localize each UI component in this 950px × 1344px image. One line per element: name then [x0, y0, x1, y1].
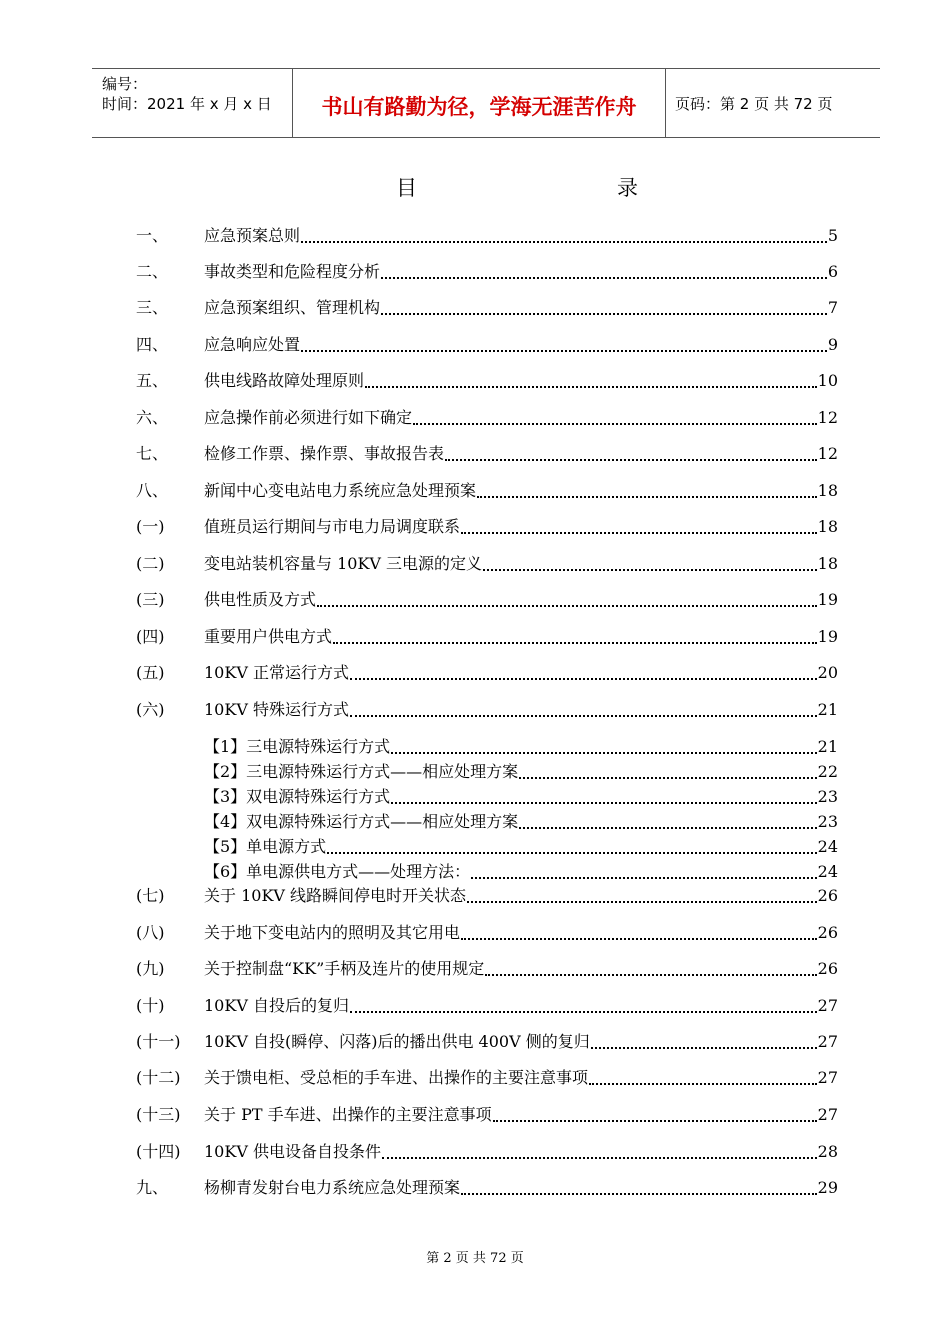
toc-entry-label: 【1】三电源特殊运行方式 — [204, 737, 391, 756]
toc-entry[interactable] — [0, 406, 838, 430]
toc-entry-page: 18 — [817, 554, 838, 573]
toc-entry-number: 七、 — [136, 444, 169, 463]
toc-entry-label: 事故类型和危险程度分析 — [204, 262, 381, 281]
toc-entry-page: 27 — [817, 1105, 838, 1124]
toc-entry[interactable] — [0, 698, 838, 722]
toc-entry-line — [204, 661, 838, 685]
toc-entry-number: 九、 — [136, 1178, 169, 1197]
toc-entry-page: 10 — [817, 371, 838, 390]
toc-leader-dots — [317, 583, 817, 607]
toc-entry-number: (三) — [136, 590, 165, 609]
toc-leader-dots — [519, 755, 816, 779]
toc-entry-page: 24 — [817, 862, 838, 881]
toc-leader-dots — [591, 1025, 817, 1049]
toc-entry-number: (一) — [136, 517, 165, 536]
toc-entry-page: 28 — [817, 1142, 838, 1161]
toc-entry-page: 9 — [827, 335, 838, 354]
page-header — [92, 68, 880, 138]
toc-entry-page: 26 — [817, 959, 838, 978]
toc-entry[interactable] — [0, 921, 838, 945]
toc-title — [0, 172, 950, 202]
toc-entry-page: 22 — [817, 762, 838, 781]
toc-entry-line — [204, 369, 838, 393]
toc-leader-dots — [301, 219, 827, 243]
toc-entry-line — [204, 1030, 838, 1054]
toc-entry-label: 检修工作票、操作票、事故报告表 — [204, 444, 445, 463]
toc-entry-page: 7 — [827, 298, 838, 317]
toc-entry-page: 27 — [817, 1068, 838, 1087]
toc-entry-number: (十二) — [136, 1068, 181, 1087]
toc-leader-dots — [301, 328, 827, 352]
toc-entry[interactable] — [0, 1140, 838, 1164]
toc-entry[interactable] — [0, 1103, 838, 1127]
toc-entry-number: 二、 — [136, 262, 169, 281]
toc-entry-number: 三、 — [136, 298, 169, 317]
toc-entry-page: 24 — [817, 837, 838, 856]
toc-entry-page: 18 — [817, 517, 838, 536]
header-slogan-cell — [292, 69, 666, 137]
toc-entry-label: 关于控制盘“KK”手柄及连片的使用规定 — [204, 959, 485, 978]
toc-entry[interactable] — [0, 260, 838, 284]
toc-entry[interactable] — [0, 1030, 838, 1054]
toc-leader-dots — [350, 989, 817, 1013]
toc-entry-line — [204, 515, 838, 539]
toc-entry-label: 变电站装机容量与 10KV 三电源的定义 — [204, 554, 483, 573]
toc-entry-number: (十一) — [136, 1032, 181, 1051]
toc-entry-line — [204, 552, 838, 576]
toc-leader-dots — [350, 656, 817, 680]
toc-entry-line — [204, 588, 838, 612]
toc-entry-line — [204, 224, 838, 248]
toc-entry-label: 值班员运行期间与市电力局调度联系 — [204, 517, 461, 536]
toc-entry-line — [204, 260, 838, 284]
toc-entry-line — [204, 994, 838, 1018]
toc-entry-page: 21 — [817, 737, 838, 756]
toc-leader-dots — [589, 1061, 817, 1085]
toc-leader-dots — [333, 620, 817, 644]
toc-entry-line — [204, 884, 838, 908]
toc-entry[interactable] — [0, 1176, 838, 1200]
header-page-info: 页码：第 2 页 共 72 页 — [675, 95, 833, 113]
toc-entry-label: 【5】单电源方式 — [204, 837, 327, 856]
header-slogan: 书山有路勤为径，学海无涯苦作舟 — [321, 95, 637, 119]
toc-entry-line — [204, 1066, 838, 1090]
toc-entry-line — [204, 406, 838, 430]
toc-entry-label: 新闻中心变电站电力系统应急处理预案 — [204, 481, 477, 500]
toc-entry-label: 【6】单电源供电方式——处理方法： — [204, 862, 471, 881]
toc-leader-dots — [350, 693, 817, 717]
toc-entry[interactable] — [0, 661, 838, 685]
toc-entry-label: 关于 PT 手车进、出操作的主要注意事项 — [204, 1105, 492, 1124]
toc-leader-dots — [391, 780, 816, 804]
toc-entry-number: (十) — [136, 996, 165, 1015]
toc-entry-page: 29 — [817, 1178, 838, 1197]
toc-leader-dots — [365, 364, 817, 388]
toc-entry[interactable] — [0, 369, 838, 393]
toc-title-left: 目 — [396, 176, 417, 200]
toc-entry-label: 10KV 供电设备自投条件 — [204, 1142, 381, 1161]
toc-entry-line — [204, 1176, 838, 1200]
toc-leader-dots — [461, 510, 817, 534]
toc-entry-number: (十四) — [136, 1142, 181, 1161]
toc-leader-dots — [493, 1098, 817, 1122]
toc-entry[interactable] — [0, 224, 838, 248]
time-label: 时间：2021 年 x 月 x 日 — [102, 95, 272, 113]
toc-entry-label: 10KV 自投(瞬停、闪落)后的播出供电 400V 侧的复归 — [204, 1032, 590, 1051]
toc-leader-dots — [477, 474, 817, 498]
toc-leader-dots — [461, 916, 817, 940]
toc-entry[interactable] — [0, 957, 838, 981]
toc-leader-dots — [381, 255, 827, 279]
toc-entry[interactable] — [0, 552, 838, 576]
toc-entry[interactable] — [0, 1066, 838, 1090]
toc-entry-page: 23 — [817, 787, 838, 806]
toc-entry-number: 六、 — [136, 408, 169, 427]
toc-entry-page: 26 — [817, 886, 838, 905]
toc-entry-line — [204, 1103, 838, 1127]
toc-leader-dots — [519, 805, 816, 829]
toc-entry-label: 应急响应处置 — [204, 335, 301, 354]
toc-entry[interactable] — [0, 333, 838, 357]
toc-entry-line — [204, 698, 838, 722]
toc-entry[interactable] — [0, 442, 838, 466]
toc-entry-number: 四、 — [136, 335, 169, 354]
toc-entry-line — [204, 442, 838, 466]
toc-entry-number: 五、 — [136, 371, 169, 390]
toc-entry[interactable] — [0, 625, 838, 649]
toc-entry-label: 关于馈电柜、受总柜的手车进、出操作的主要注意事项 — [204, 1068, 589, 1087]
toc-entry-page: 5 — [827, 226, 838, 245]
toc-leader-dots — [413, 401, 817, 425]
toc-entry-label: 关于地下变电站内的照明及其它用电 — [204, 923, 461, 942]
toc-leader-dots — [391, 730, 816, 754]
toc-entry[interactable] — [0, 479, 838, 503]
toc-entry-label: 【3】双电源特殊运行方式 — [204, 787, 391, 806]
toc-entry[interactable] — [0, 588, 838, 612]
toc-entry-number: (二) — [136, 554, 165, 573]
toc-entry-page: 12 — [817, 408, 838, 427]
page-footer: 第 2 页 共 72 页 — [426, 1251, 524, 1266]
toc-entry-page: 21 — [817, 700, 838, 719]
toc-leader-dots — [381, 291, 827, 315]
toc-entry-label: 应急操作前必须进行如下确定 — [204, 408, 413, 427]
toc-entry-line — [204, 921, 838, 945]
toc-entry-label: 应急预案组织、管理机构 — [204, 298, 381, 317]
toc-entry-number: (八) — [136, 923, 165, 942]
header-meta-cell — [92, 69, 292, 137]
toc-leader-dots — [471, 855, 816, 879]
toc-leader-dots — [461, 1171, 817, 1195]
number-label: 编号： — [102, 75, 148, 93]
toc-entry-number: (六) — [136, 700, 165, 719]
toc-entry-number: (五) — [136, 663, 165, 682]
toc-entry[interactable] — [0, 994, 838, 1018]
toc-entry[interactable] — [0, 515, 838, 539]
toc-leader-dots — [445, 437, 817, 461]
toc-entry-label: 10KV 特殊运行方式 — [204, 700, 349, 719]
toc-leader-dots — [483, 547, 817, 571]
toc-entry-line — [204, 296, 838, 320]
toc-entry-number: (九) — [136, 959, 165, 978]
toc-entry-label: 杨柳青发射台电力系统应急处理预案 — [204, 1178, 461, 1197]
toc-entry-page: 27 — [817, 1032, 838, 1051]
toc-entry-page: 20 — [817, 663, 838, 682]
toc-entry-page: 27 — [817, 996, 838, 1015]
toc-entry-label: 重要用户供电方式 — [204, 627, 333, 646]
toc-entry-label: 关于 10KV 线路瞬间停电时开关状态 — [204, 886, 467, 905]
toc-entry-page: 26 — [817, 923, 838, 942]
toc-entry-number: (十三) — [136, 1105, 181, 1124]
toc-leader-dots — [467, 879, 817, 903]
toc-entry-page: 23 — [817, 812, 838, 831]
toc-entry-number: 一、 — [136, 226, 169, 245]
toc-entry-page: 19 — [817, 627, 838, 646]
toc-entry-label: 【2】三电源特殊运行方式——相应处理方案 — [204, 762, 519, 781]
header-page-cell — [665, 69, 880, 137]
toc-entry-page: 19 — [817, 590, 838, 609]
toc-entry-label: 【4】双电源特殊运行方式——相应处理方案 — [204, 812, 519, 831]
toc-entry-line — [204, 479, 838, 503]
toc-entry-label: 供电线路故障处理原则 — [204, 371, 365, 390]
toc-entry-label: 供电性质及方式 — [204, 590, 317, 609]
toc-entry-page: 18 — [817, 481, 838, 500]
toc-leader-dots — [485, 952, 816, 976]
toc-entry-label: 应急预案总则 — [204, 226, 301, 245]
toc-entry-label: 10KV 正常运行方式 — [204, 663, 349, 682]
toc-entry-number: 八、 — [136, 481, 169, 500]
toc-entry-line — [204, 625, 838, 649]
toc-entry-line — [204, 957, 838, 981]
toc-entry-line — [204, 333, 838, 357]
toc-entry-page: 6 — [827, 262, 838, 281]
toc-leader-dots — [327, 830, 816, 854]
toc-leader-dots — [382, 1135, 817, 1159]
toc-title-right: 录 — [617, 176, 638, 200]
toc-entry-number: (七) — [136, 886, 165, 905]
toc-entry[interactable] — [0, 296, 838, 320]
toc-entry-number: (四) — [136, 627, 165, 646]
toc-entry[interactable] — [0, 884, 838, 908]
toc-entry-page: 12 — [817, 444, 838, 463]
toc-entry-line — [204, 1140, 838, 1164]
toc-entry-label: 10KV 自投后的复归 — [204, 996, 349, 1015]
